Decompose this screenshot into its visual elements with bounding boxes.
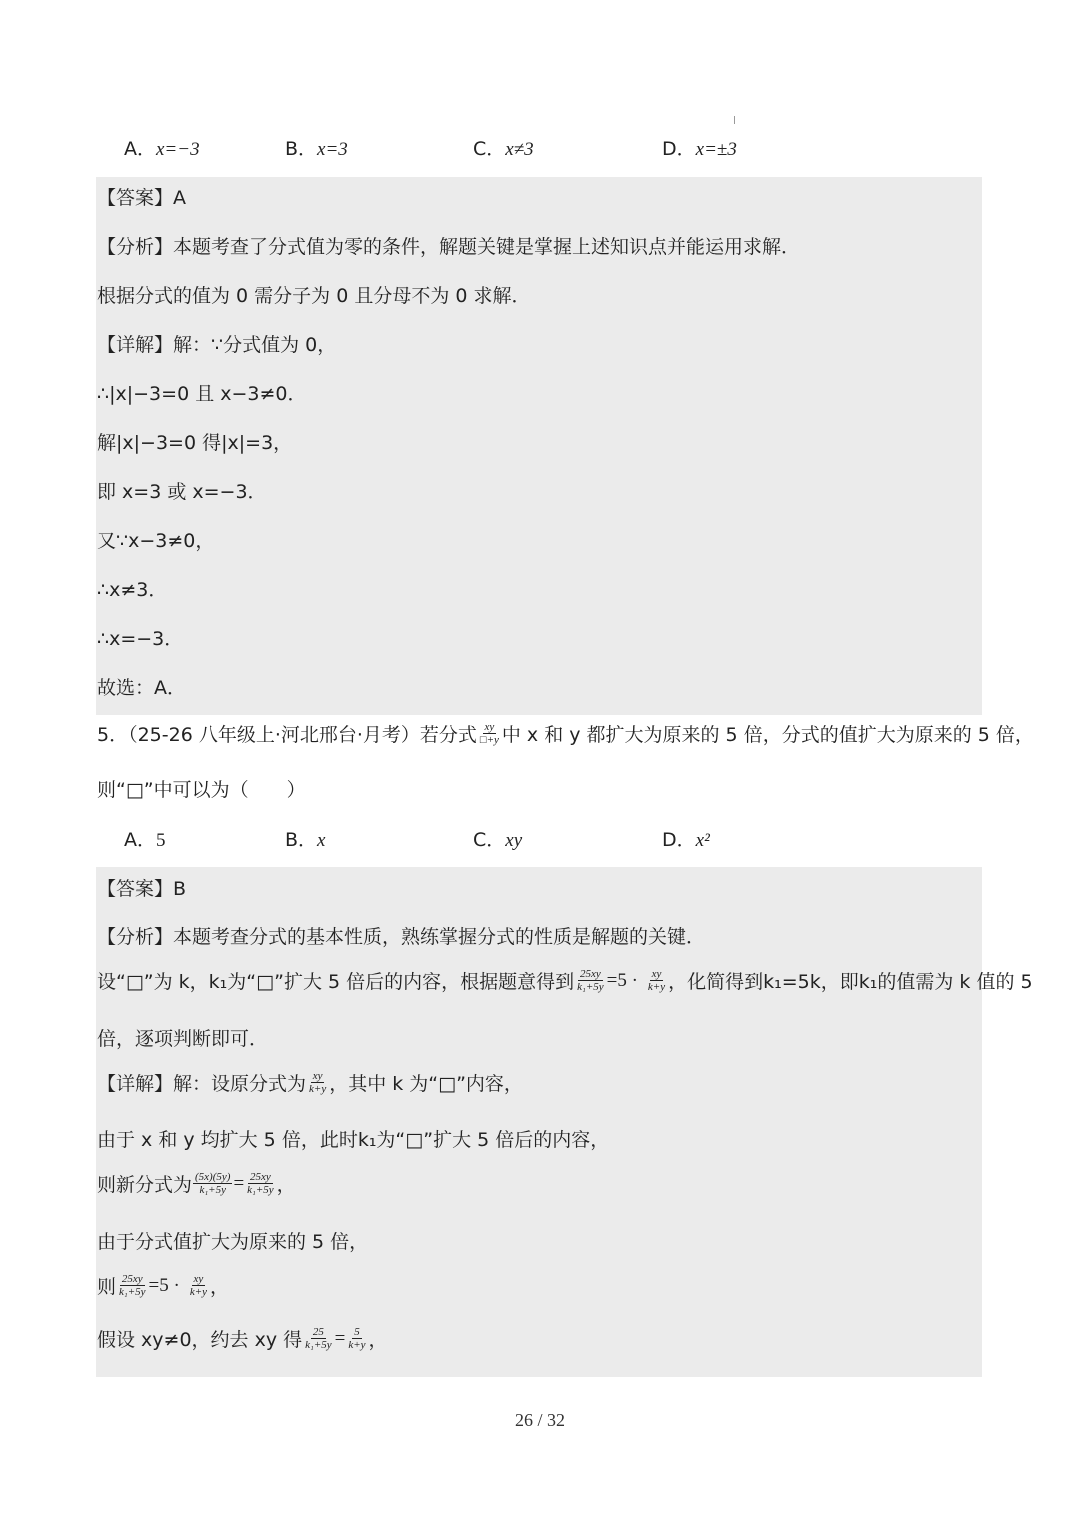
option-value: x² <box>695 830 710 851</box>
frac-num: xy <box>484 721 495 733</box>
q4-step: ∴x=−3． <box>97 628 184 650</box>
text: 假设 xy≠0，约去 xy 得 <box>97 1329 303 1351</box>
q4-analysis: 【分析】本题考查了分式值为零的条件，解题关键是掌握上述知识点并能运用求解． <box>97 236 801 258</box>
option-letter: C． <box>473 138 506 160</box>
q4-step: 即 x=3 或 x=−3． <box>97 481 267 503</box>
frac-den: k+y <box>647 981 666 993</box>
option-letter: A． <box>124 829 156 851</box>
q5-analysis: 【分析】本题考查分式的基本性质，熟练掌握分式的性质是解题的关键． <box>97 926 706 948</box>
option-letter: A． <box>124 138 156 160</box>
q5-option-c <box>473 825 522 852</box>
option-value: x≠3 <box>505 139 534 160</box>
frac-den: □+y <box>479 734 499 746</box>
q5-stem-text: 中 x 和 y 都扩大为原来的 5 倍，分式的值扩大为原来的 5 倍， <box>501 724 1034 746</box>
option-letter: B． <box>285 829 318 851</box>
margin-tick <box>734 116 735 124</box>
q5-analysis-line2: 倍，逐项判断即可． <box>97 1028 269 1050</box>
frac-num: xy <box>193 1273 204 1285</box>
frac-den: k+y <box>348 1339 366 1351</box>
frac-den: k₁+5y <box>247 1184 274 1196</box>
frac-den: k₁+5y <box>199 1184 226 1196</box>
frac-num: (5x)(5y) <box>195 1171 231 1183</box>
text: ， <box>210 1276 230 1298</box>
fraction <box>117 1273 148 1298</box>
option-value: x <box>317 830 326 851</box>
q4-option-c <box>473 134 534 161</box>
fraction <box>303 1326 334 1351</box>
q4-option-b <box>285 134 348 161</box>
q4-analysis-line: 根据分式的值为 0 需分子为 0 且分母不为 0 求解． <box>97 285 531 307</box>
q5-answer: 【答案】B <box>97 878 187 900</box>
frac-num: 5 <box>354 1326 360 1338</box>
q5-option-d <box>662 825 710 852</box>
fraction <box>193 1171 232 1196</box>
frac-num: 25xy <box>250 1171 271 1183</box>
text: ， <box>368 1329 388 1351</box>
q5-step <box>97 1325 388 1352</box>
option-letter: D． <box>662 829 696 851</box>
q5-step <box>97 1272 229 1299</box>
text: 则新分式为 <box>97 1174 193 1196</box>
q5-stem <box>97 720 1034 747</box>
frac-den: k₁+5y <box>119 1286 146 1298</box>
text: 则 <box>97 1276 117 1298</box>
frac-num: 25 <box>312 1326 324 1338</box>
q4-step: ∴x≠3． <box>97 579 168 601</box>
q4-step: 又∵x−3≠0， <box>97 530 215 552</box>
option-value: xy <box>505 830 523 851</box>
equals-text: =5 · <box>606 969 638 991</box>
option-letter: D． <box>662 138 696 160</box>
option-letter: C． <box>473 829 506 851</box>
q4-option-a <box>124 134 200 161</box>
option-value: x=±3 <box>695 139 737 160</box>
text: ，其中 k 为“□”内容， <box>329 1073 523 1095</box>
fraction <box>245 1171 276 1196</box>
q4-conclusion: 故选：A． <box>97 677 186 699</box>
q5-option-b <box>285 825 325 852</box>
frac-den: k+y <box>309 1083 327 1095</box>
equals-text: =5 · <box>148 1274 180 1296</box>
frac-den: k₁+5y <box>305 1339 332 1351</box>
frac-num: xy <box>312 1070 323 1082</box>
option-value: 5 <box>156 830 166 851</box>
q4-answer: 【答案】A <box>97 187 186 209</box>
option-letter: B． <box>285 138 318 160</box>
page-number: 26 / 32 <box>514 1410 565 1430</box>
q4-option-d <box>662 134 737 161</box>
q4-step: 解|x|−3=0 得|x|=3， <box>97 432 293 454</box>
fraction <box>575 968 606 993</box>
q5-detail <box>97 1069 523 1096</box>
equals-text: = <box>334 1327 346 1349</box>
frac-den: k+y <box>189 1286 208 1298</box>
q5-step: 由于分式值扩大为原来的 5 倍， <box>97 1231 369 1253</box>
fraction <box>307 1070 328 1095</box>
q5-option-a <box>124 825 166 852</box>
text: ， <box>276 1174 296 1196</box>
fraction <box>188 1273 209 1298</box>
fraction <box>646 968 667 993</box>
text: ，化简得到k₁=5k，即k₁的值需为 k 值的 5 <box>668 971 1033 993</box>
equals-text: = <box>233 1172 245 1194</box>
q5-step <box>97 1170 296 1197</box>
q5-analysis-line <box>97 967 1033 994</box>
option-value: x=3 <box>317 139 348 160</box>
fraction <box>346 1326 367 1351</box>
text: 设“□”为 k，k₁为“□”扩大 5 倍后的内容，根据题意得到 <box>97 971 575 993</box>
q5-stem-line2: 则“□”中可以为（ ） <box>97 779 306 801</box>
text: 【详解】解：设原分式为 <box>97 1073 307 1095</box>
q4-detail: 【详解】解：∵分式值为 0， <box>97 334 337 356</box>
q5-fraction <box>478 721 501 746</box>
q4-step: ∴|x|−3=0 且 x−3≠0． <box>97 383 307 405</box>
frac-den: k₁+5y <box>577 981 604 993</box>
frac-num: 25xy <box>121 1273 143 1285</box>
q5-step: 由于 x 和 y 均扩大 5 倍，此时k₁为“□”扩大 5 倍后的内容， <box>97 1129 610 1151</box>
frac-num: xy <box>651 968 662 980</box>
frac-num: 25xy <box>579 968 601 980</box>
q5-stem-text: 5．（25-26 八年级上·河北邢台·月考）若分式 <box>97 724 477 746</box>
option-value: x=−3 <box>156 139 200 160</box>
